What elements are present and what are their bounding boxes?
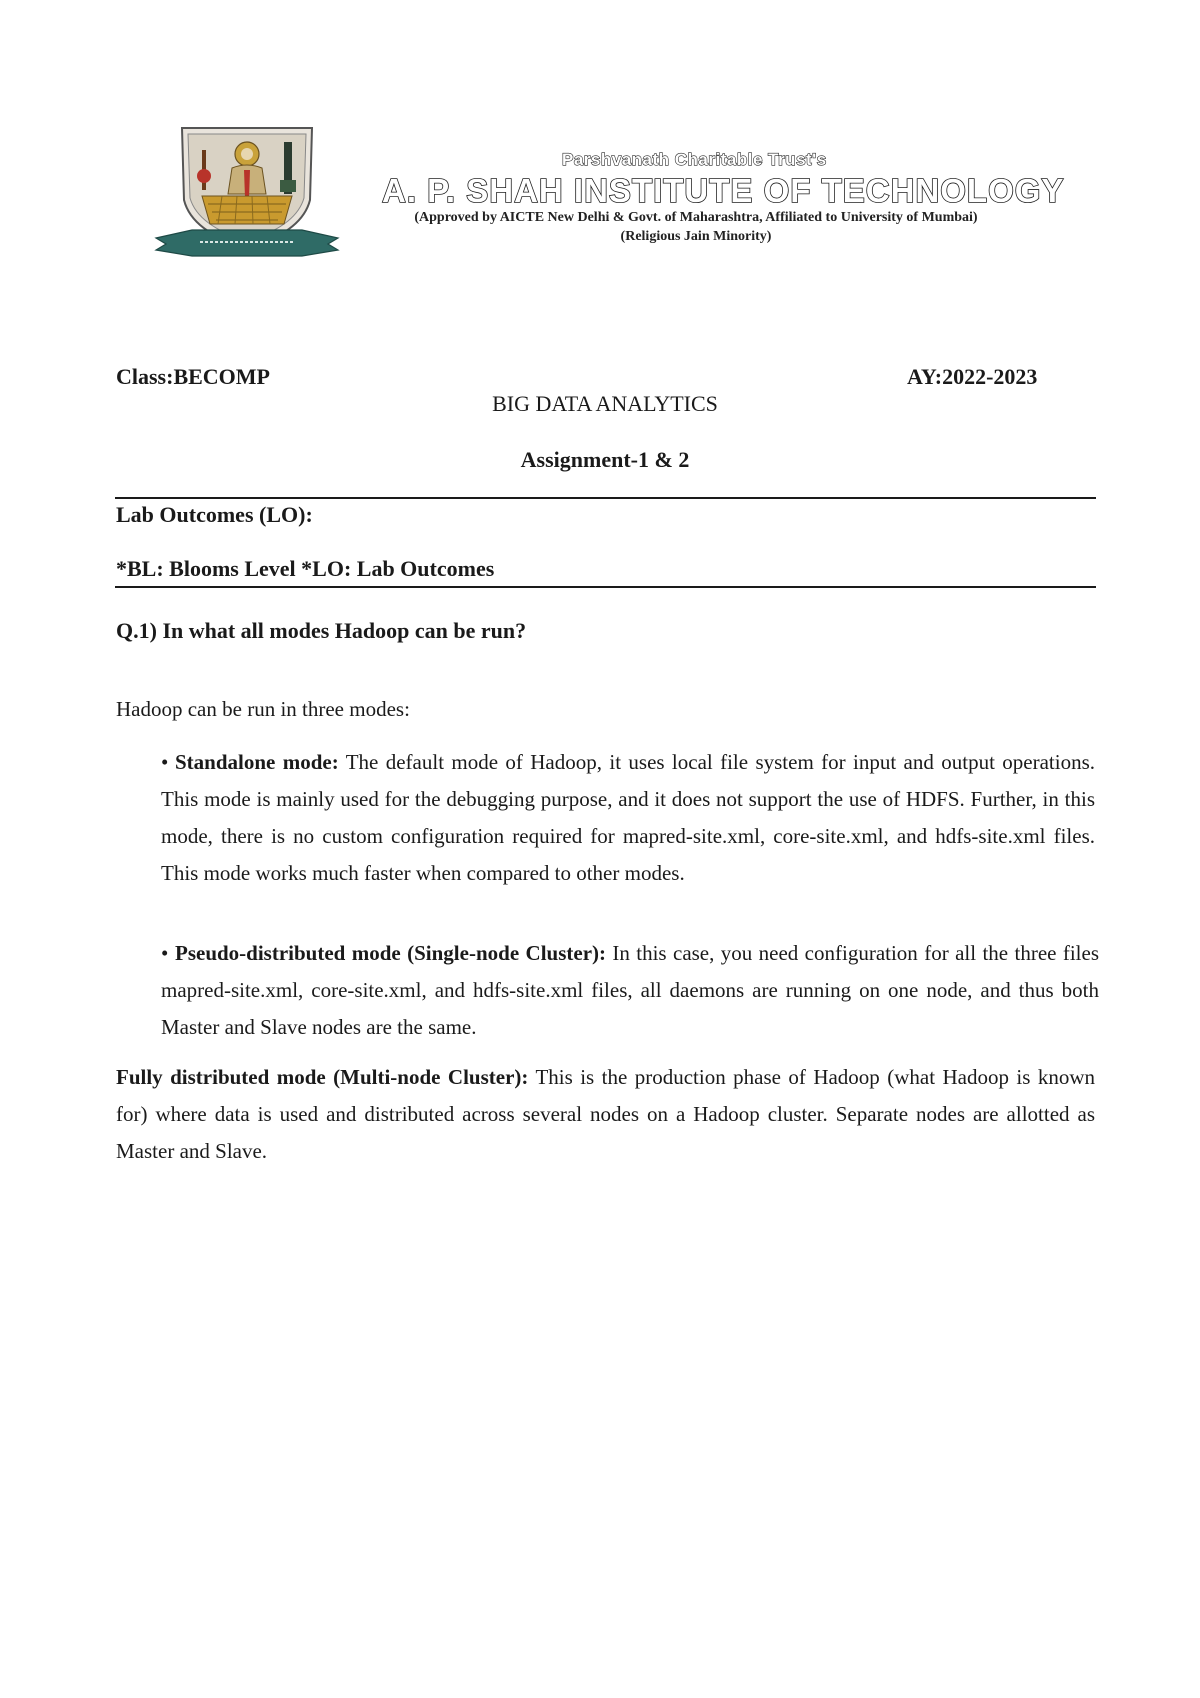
institute-logo <box>152 120 342 270</box>
mode-description: The default mode of Hadoop, it uses local file system for input and output operations. This mode is mainly used for the debugging purpose, and it does not support the use of HDFS. Further, in this mode, there is no custom configuration required for mapred-site.xml, core-site.xml, and hdfs-site.xml files. This mode works much faster when compared to other modes. <box>161 750 1095 885</box>
divider-top <box>115 497 1096 499</box>
mode-description: In this case, you need configuration for all the three files mapred-site.xml, core-site.xml, and hdfs-site.xml files, all daemons are running on one node, and thus both Master and Slave nodes are the same. <box>161 941 1099 1039</box>
legend-line: *BL: Blooms Level *LO: Lab Outcomes <box>116 556 495 581</box>
mode-name: Standalone mode: <box>175 750 339 774</box>
academic-year: AY:2022-2023 <box>907 364 1038 389</box>
institute-name: A. P. SHAH INSTITUTE OF TECHNOLOGY <box>382 172 1065 209</box>
minority-line: (Religious Jain Minority) <box>620 229 772 244</box>
trust-name: Parshvanath Charitable Trust's <box>562 150 827 169</box>
mode-name: Pseudo-distributed mode (Single-node Cluster): <box>175 941 606 965</box>
divider-bottom <box>115 586 1096 588</box>
mode-fully-distributed <box>116 1059 1095 1170</box>
lab-outcomes-heading: Lab Outcomes (LO): <box>116 502 313 527</box>
bullet-icon: • <box>161 750 169 774</box>
question-intro: Hadoop can be run in three modes: <box>116 697 410 721</box>
class-label: Class:BECOMP <box>116 364 270 389</box>
mode-standalone <box>161 744 1095 892</box>
bullet-icon: • <box>161 941 169 965</box>
mode-name: Fully distributed mode (Multi-node Cluster): <box>116 1065 529 1089</box>
assignment-title: Assignment-1 & 2 <box>520 447 690 472</box>
mode-description: This is the production phase of Hadoop (what Hadoop is known for) where data is used and distributed across several nodes on a Hadoop cluster. Separate nodes are allotted as Master and Slave. <box>116 1065 1096 1163</box>
mode-pseudo-distributed <box>161 935 1099 1046</box>
question-title: Q.1) In what all modes Hadoop can be run? <box>116 618 527 643</box>
subject-title: BIG DATA ANALYTICS <box>492 391 718 416</box>
approval-line: (Approved by AICTE New Delhi & Govt. of Maharashtra, Affiliated to University of Mumbai) <box>414 210 978 225</box>
